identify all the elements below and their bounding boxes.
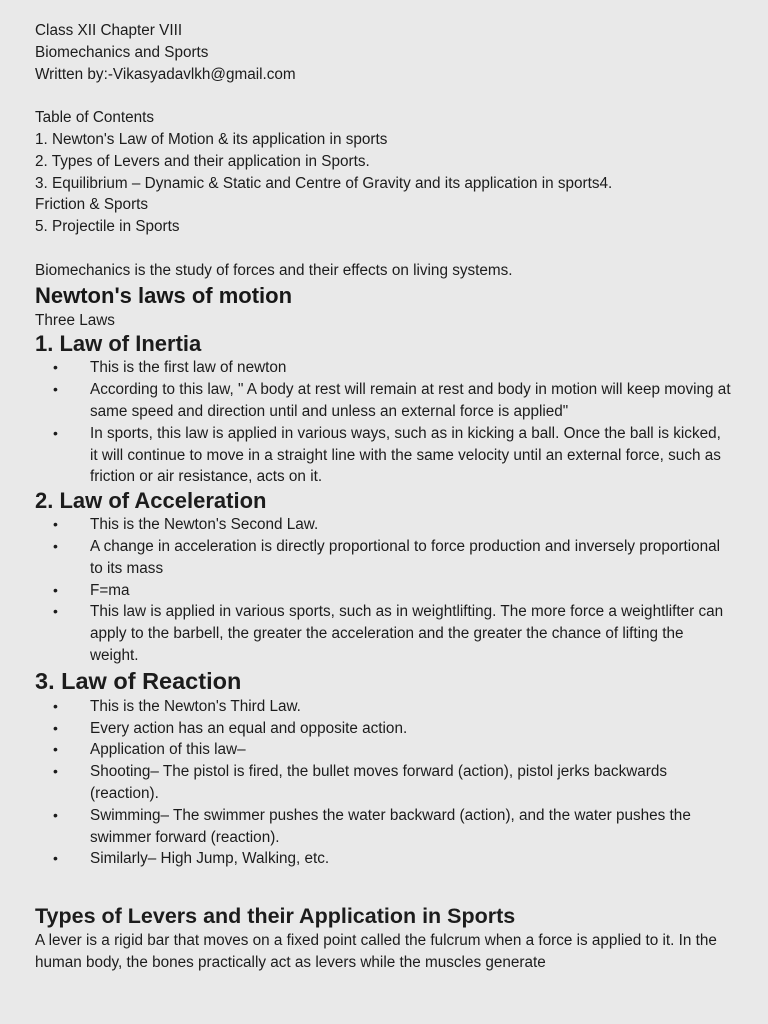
list-item bbox=[35, 379, 732, 423]
list-item-text: In sports, this law is applied in various ways, such as in kicking a ball. Once the ball is kicked, it will continue to move in a straight line with the same velocity until an external force, such as friction or air resistance, acts on it. bbox=[90, 424, 721, 486]
levers-heading: Types of Levers and their Application in Sports bbox=[35, 904, 516, 929]
list-item-text: This is the Newton's Third Law. bbox=[90, 697, 301, 715]
law2-bullet-list bbox=[35, 514, 732, 667]
list-item-text: Every action has an equal and opposite action. bbox=[90, 719, 408, 737]
toc-item: 5. Projectile in Sports bbox=[35, 218, 180, 236]
toc-item: 1. Newton's Law of Motion & its application in sports bbox=[35, 130, 388, 148]
list-item-text: Application of this law– bbox=[90, 741, 246, 759]
list-item bbox=[35, 761, 732, 805]
levers-paragraph: A lever is a rigid bar that moves on a fixed point called the fulcrum when a force is applied to it. In the human body, the bones practically act as levers while the muscles generate bbox=[35, 932, 717, 971]
intro-paragraph: Biomechanics is the study of forces and their effects on living systems. bbox=[35, 261, 513, 279]
spacer bbox=[35, 870, 732, 902]
newton-heading: Newton's laws of motion bbox=[35, 282, 293, 308]
bullet-icon: • bbox=[53, 581, 58, 598]
bullet-icon: • bbox=[53, 603, 58, 620]
toc-item: 3. Equilibrium – Dynamic & Static and Centre of Gravity and its application in sports4. bbox=[35, 174, 613, 192]
bullet-icon: • bbox=[53, 719, 58, 736]
list-item bbox=[35, 718, 732, 740]
toc-title: Table of Contents bbox=[35, 109, 155, 127]
spacer bbox=[35, 85, 732, 107]
bullet-icon: • bbox=[53, 424, 58, 441]
list-item-text: This is the first law of newton bbox=[90, 359, 287, 377]
list-item-text: According to this law, " A body at rest will remain at rest and body in motion will keep moving at same speed and direction until and unless an external force is applied" bbox=[90, 381, 731, 420]
three-laws-subheading: Three Laws bbox=[35, 311, 115, 329]
list-item bbox=[35, 514, 732, 536]
list-item-text: Similarly– High Jump, Walking, etc. bbox=[90, 850, 330, 868]
law1-heading: 1. Law of Inertia bbox=[35, 331, 202, 357]
bullet-icon: • bbox=[53, 850, 58, 867]
list-item-text: This is the Newton's Second Law. bbox=[90, 516, 319, 534]
bullet-icon: • bbox=[53, 381, 58, 398]
bullet-icon: • bbox=[53, 516, 58, 533]
bullet-icon: • bbox=[53, 537, 58, 554]
subject-title-line: Biomechanics and Sports bbox=[35, 43, 209, 61]
list-item-text: Swimming– The swimmer pushes the water backward (action), and the water pushes the swimmer forward (reaction). bbox=[90, 806, 691, 846]
list-item bbox=[35, 357, 732, 379]
law3-bullet-list bbox=[35, 696, 732, 870]
bullet-icon: • bbox=[53, 806, 58, 823]
list-item bbox=[35, 696, 732, 718]
list-item bbox=[35, 423, 732, 488]
law2-heading: 2. Law of Acceleration bbox=[35, 488, 267, 514]
list-item bbox=[35, 601, 732, 666]
list-item-text: F=ma bbox=[90, 581, 130, 599]
author-line: Written by:-Vikasyadavlkh@gmail.com bbox=[35, 65, 296, 83]
list-item bbox=[35, 848, 732, 870]
list-item bbox=[35, 580, 732, 602]
toc-item: 2. Types of Levers and their application in Sports. bbox=[35, 152, 370, 170]
list-item bbox=[35, 739, 732, 761]
list-item-text: Shooting– The pistol is fired, the bullet moves forward (action), pistol jerks backwards (reaction). bbox=[90, 763, 668, 802]
list-item-text: This law is applied in various sports, such as in weightlifting. The more force a weightlifter can apply to the barbell, the greater the acceleration and the greater the chance of lifting the weight. bbox=[90, 603, 724, 664]
spacer bbox=[35, 238, 732, 260]
bullet-icon: • bbox=[53, 741, 58, 758]
toc-item: Friction & Sports bbox=[35, 196, 149, 214]
law1-bullet-list bbox=[35, 357, 732, 488]
list-item bbox=[35, 805, 732, 849]
bullet-icon: • bbox=[53, 763, 58, 780]
law3-heading: 3. Law of Reaction bbox=[35, 667, 242, 694]
list-item bbox=[35, 536, 732, 580]
class-chapter-line: Class XII Chapter VIII bbox=[35, 22, 183, 39]
bullet-icon: • bbox=[53, 697, 58, 714]
bullet-icon: • bbox=[53, 359, 58, 376]
list-item-text: A change in acceleration is directly proportional to force production and inversely proportional to its mass bbox=[90, 537, 721, 577]
